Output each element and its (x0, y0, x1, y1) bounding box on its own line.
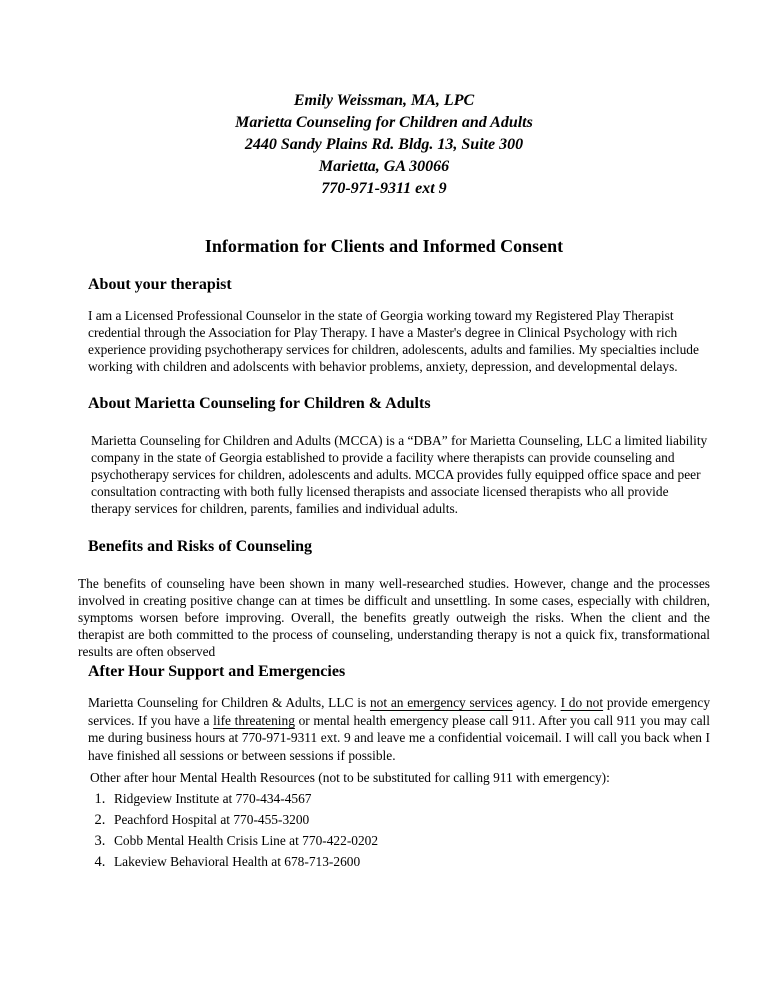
letterhead-line-street: 2440 Sandy Plains Rd. Bldg. 13, Suite 300 (244, 136, 524, 153)
list-item-peachford: 2. Peachford Hospital at 770-455-3200 (109, 812, 710, 828)
paragraph-about-mcca: Marietta Counseling for Children and Adults (MCCA) is a “DBA” for Marietta Counseling, LLC a limited liability company in the state of Georgia established to provide a facility where therapists can provide counseling and psychotherapy services for children, adolescents and adults. MCCA provides fully equipped office space and peer consultation contracting with both fully licensed therapists and associate licensed therapists who all provide therapy services for children, parents, families and individual adults. (91, 433, 708, 516)
letterhead (0, 90, 768, 200)
section-about-mcca (88, 394, 710, 517)
letterhead-line-practice: Marietta Counseling for Children and Adults (235, 114, 533, 131)
resources-list (88, 791, 710, 870)
paragraph-after-hour-support (88, 694, 710, 764)
page-title: Information for Clients and Informed Consent (204, 236, 564, 256)
list-item-ridgeview: 1. Ridgeview Institute at 770-434-4567 (109, 791, 710, 807)
underlined-text: life threatening (213, 712, 295, 728)
section-benefits-risks (78, 537, 710, 660)
text-segment: provide emergency services. If you have a (88, 695, 711, 728)
section-about-therapist (88, 275, 710, 375)
section-heading-about-therapist: About your therapist (88, 276, 232, 293)
section-heading-benefits-risks: Benefits and Risks of Counseling (88, 538, 313, 555)
list-item-cobb-crisis-line: 3. Cobb Mental Health Crisis Line at 770-422-0202 (109, 833, 710, 849)
text-segment: Marietta Counseling for Children & Adults, LLC is (88, 695, 370, 710)
text-segment: agency. (512, 695, 561, 710)
section-heading-after-hour-support: After Hour Support and Emergencies (88, 663, 346, 680)
resources-intro: Other after hour Mental Health Resources (not to be substituted for calling 911 with emergency): (90, 770, 610, 785)
paragraph-about-therapist: I am a Licensed Professional Counselor in the state of Georgia working toward my Registered Play Therapist credential through the Association for Play Therapy. I have a Master's degree in Clinical Psychology with rich experience providing psychotherapy services for children, adolescents, adults and families. My specialties include working with children and adolscents with behavior problems, anxiety, depression, and developmental delays. (88, 308, 699, 374)
letterhead-line-phone: 770-971-9311 ext 9 (321, 180, 447, 197)
letterhead-line-name: Emily Weissman, MA, LPC (293, 92, 475, 109)
list-item-lakeview: 4. Lakeview Behavioral Health at 678-713-2600 (109, 854, 710, 870)
underlined-text: not an emergency services (369, 695, 513, 710)
underlined-text: I do not (560, 695, 604, 710)
section-heading-about-mcca: About Marietta Counseling for Children & Adults (88, 395, 431, 412)
paragraph-benefits-risks: The benefits of counseling have been shown in many well-researched studies. However, change and the processes involved in creating positive change can at times be difficult and unsettling. In some cases, especially with children, symptoms worsen before improving. Overall, the benefits greatly outweigh the risks. When the client and the therapist are both committed to the process of counseling, understanding therapy is not a quick fix, transformational results are often observed (78, 576, 710, 659)
letterhead-line-city: Marietta, GA 30066 (318, 158, 450, 175)
section-after-hour-support (88, 662, 710, 870)
text-segment: or mental health emergency please call 911. After you call 911 you may call me during business hours at 770-971-9311 ext. 9 and leave me a confidential voicemail. I will call you back when I have finished all sessions or between sessions if possible. (88, 712, 710, 763)
